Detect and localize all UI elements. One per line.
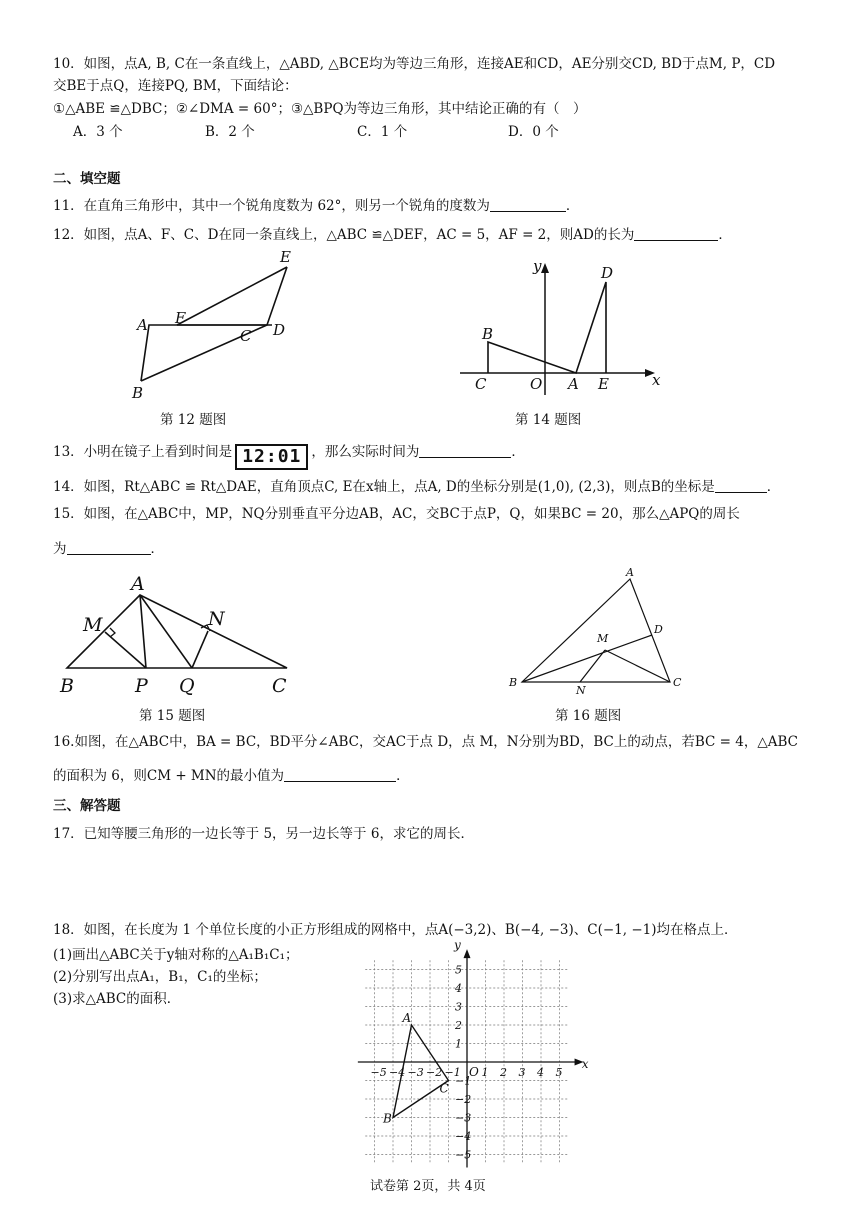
x-axis-label: x <box>581 1057 589 1071</box>
y-tick-label: 2 <box>455 1019 462 1032</box>
q13-answer-blank[interactable] <box>419 443 511 458</box>
y-tick-label: 4 <box>455 982 462 995</box>
q10-option-d: D．0 个 <box>508 124 559 140</box>
fig14-label-d: D <box>601 264 614 282</box>
fig14-label-b: B <box>482 325 494 343</box>
q11-answer-blank[interactable] <box>490 197 566 212</box>
fig15-label-b: B <box>60 675 74 697</box>
x-tick-label: −2 <box>426 1066 443 1079</box>
fig14-label-o: O <box>530 375 543 393</box>
q18-line1: 18．如图，在长度为 1 个单位长度的小正方形组成的网格中，点A(−3,2)、B(−4, −3)、C(−1, −1)均在格点上． <box>53 922 738 938</box>
page-footer: 试卷第 2页，共 4页 <box>370 1179 486 1194</box>
q17-text: 17．已知等腰三角形的一边长等于 5，另一边长等于 6，求它的周长． <box>53 826 474 842</box>
x-tick-label: −5 <box>370 1066 387 1079</box>
q18-coordinate-grid[interactable] <box>360 938 600 1168</box>
fig12-label-c: C <box>240 327 252 345</box>
x-tick-label: −1 <box>444 1066 461 1079</box>
q12-text: 12．如图，点A、F、C、D在同一条直线上，△ABC ≌△DEF，AC = 5，AF = 2，则AD的长为 ． <box>53 227 732 243</box>
q14-text: 14．如图，Rt△ABC ≌ Rt△DAE，直角顶点C, E在x轴上，点A, D的坐标分别是(1,0), (2,3)，则点B的坐标是 ． <box>53 479 781 495</box>
figure-14-diagram <box>455 255 675 400</box>
figure-16-diagram <box>505 565 695 700</box>
q11-text: 11．在直角三角形中，其中一个锐角度数为 62°，则另一个锐角的度数为 ． <box>53 198 580 214</box>
figure-14-caption: 第 14 题图 <box>515 412 582 428</box>
mirror-clock: 12:01 <box>235 444 308 470</box>
x-tick-label: −4 <box>389 1066 406 1079</box>
q13-text: 13．小明在镜子上看到时间是 12:01 ，那么实际时间为 ． <box>53 443 525 470</box>
fig15-label-m: M <box>83 614 103 636</box>
y-axis-arrow <box>464 949 471 958</box>
point-label-a: A <box>402 1011 412 1025</box>
fig15-label-n: N <box>208 608 225 630</box>
q10-line1: 10．如图，点A, B, C在一条直线上，△ABD, △BCE均为等边三角形，连接AE和CD，AE分别交CD, BD于点M, P，CD <box>53 56 776 72</box>
figure-15-caption: 第 15 题图 <box>139 708 206 724</box>
x-tick-label: −3 <box>407 1066 424 1079</box>
fig12-label-b: B <box>132 384 144 402</box>
q10-option-a: A．3 个 <box>73 124 123 140</box>
q15-line1: 15．如图，在△ABC中，MP，NQ分别垂直平分边AB，AC，交BC于点P，Q，如果BC = 20，那么△APQ的周长 <box>53 506 740 522</box>
point-label-b: B <box>383 1111 392 1126</box>
fig12-label-a: A <box>137 316 148 334</box>
fig16-label-b: B <box>509 676 518 689</box>
fig12-lines <box>141 267 287 381</box>
q10-option-b: B．2 个 <box>205 124 255 140</box>
x-tick-label: 3 <box>518 1066 526 1079</box>
x-tick-label: 4 <box>537 1066 544 1079</box>
figure-12-diagram <box>120 245 320 405</box>
q15-answer-blank[interactable] <box>67 540 151 555</box>
q10-option-c: C．1 个 <box>357 124 408 140</box>
q18-sub3: (3)求△ABC的面积． <box>53 991 181 1007</box>
fig16-label-d: D <box>654 623 663 636</box>
fig16-label-a: A <box>626 566 634 579</box>
x-tick-label: 5 <box>555 1066 563 1079</box>
q10-line3: ①△ABE ≌△DBC；②∠DMA = 60°；③△BPQ为等边三角形，其中结论正确的有（ ） <box>53 101 587 117</box>
y-tick-label: −3 <box>455 1111 472 1125</box>
q16-line2: 的面积为 6，则CM + MN的最小值为 ． <box>53 768 410 784</box>
origin-label: O <box>469 1065 479 1079</box>
x-tick-label: 1 <box>481 1066 489 1079</box>
fig12-label-f: F <box>175 309 186 327</box>
fig16-label-m: M <box>597 632 609 645</box>
fig16-label-n: N <box>576 684 586 697</box>
fig16-label-c: C <box>673 676 682 689</box>
fig12-label-d: D <box>273 321 286 339</box>
q15-line2: 为 ． <box>53 541 164 557</box>
y-tick-label: 5 <box>455 963 462 977</box>
q16-line1: 16.如图，在△ABC中，BA = BC，BD平分∠ABC，交AC于点 D，点 M，N分别为BD，BC上的动点，若BC = 4，△ABC <box>53 734 798 750</box>
y-tick-label: −1 <box>455 1074 472 1088</box>
y-tick-label: 1 <box>455 1037 462 1051</box>
fig14-label-x: x <box>652 371 661 389</box>
q18-sub1: (1)画出△ABC关于y轴对称的△A₁B₁C₁； <box>53 947 299 963</box>
x-tick-label: 2 <box>500 1066 507 1079</box>
y-axis-label: y <box>454 938 461 953</box>
fig15-label-q: Q <box>179 675 195 697</box>
q14-answer-blank[interactable] <box>715 478 767 493</box>
figure-12-caption: 第 12 题图 <box>160 412 227 428</box>
fig14-label-y: y <box>533 257 542 275</box>
q16-answer-blank[interactable] <box>284 767 396 782</box>
fig15-label-p: P <box>135 675 148 697</box>
figure-15-diagram <box>55 570 305 700</box>
figure-16-caption: 第 16 题图 <box>555 708 622 724</box>
section-solve-heading: 三、解答题 <box>53 798 121 814</box>
fig15-label-c: C <box>272 675 287 697</box>
section-fill-in-heading: 二、填空题 <box>53 171 121 187</box>
y-tick-label: −5 <box>455 1148 472 1162</box>
y-tick-label: −4 <box>455 1130 472 1143</box>
fig14-label-c: C <box>475 375 487 393</box>
fig12-label-e: E <box>280 248 291 266</box>
y-tick-label: 3 <box>455 1000 462 1014</box>
q10-line2: 交BE于点Q，连接PQ, BM，下面结论： <box>53 78 298 94</box>
q18-sub2: (2)分别写出点A₁，B₁，C₁的坐标； <box>53 969 267 985</box>
fig15-label-a: A <box>131 573 145 595</box>
fig14-label-a: A <box>568 375 579 393</box>
fig14-label-e: E <box>598 375 609 393</box>
q12-answer-blank[interactable] <box>634 226 718 241</box>
point-label-c: C <box>439 1081 449 1096</box>
y-tick-label: −2 <box>455 1093 472 1106</box>
